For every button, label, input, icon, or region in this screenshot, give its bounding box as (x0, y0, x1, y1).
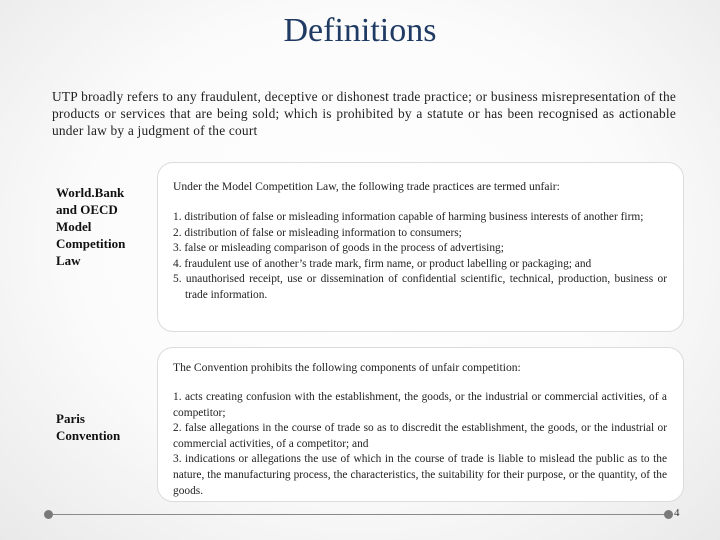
footer-right-dot (664, 510, 673, 519)
list-item: 3. false or misleading comparison of goods in the process of advertising; (173, 242, 504, 255)
list-item: 2. distribution of false or misleading information to consumers; (173, 226, 462, 239)
paris-box (157, 347, 684, 502)
footer-left-dot (44, 510, 53, 519)
worldbank-label: World.Bank and OECD Model Competition Law (56, 185, 126, 268)
intro-paragraph: UTP broadly refers to any fraudulent, deceptive or dishonest trade practice; or business misrepresentation of the products or services that are being sold; which is prohibited by a statute or has been recognised as actionable under law by a judgment of the court (52, 89, 676, 138)
list-item: 2. false allegations in the course of trade so as to discredit the establishment, the goods, or the industrial or commercial activities, of a competitor; and (173, 422, 667, 450)
list-item: 1. acts creating confusion with the establishment, the goods, or the industrial or commercial activities, of a competitor; (173, 391, 667, 419)
worldbank-lead: Under the Model Competition Law, the following trade practices are termed unfair: (173, 180, 560, 193)
list-item: 5. unauthorised receipt, use or dissemination of confidential scientific, technical, production, business or trade information. (173, 273, 667, 301)
worldbank-list (173, 210, 667, 304)
list-item: 4. fraudulent use of another’s trade mark, firm name, or product labelling or packaging; and (173, 257, 592, 270)
page-number: 4 (674, 507, 680, 519)
slide-title: Definitions (283, 12, 437, 49)
paris-lead: The Convention prohibits the following components of unfair competition: (173, 361, 521, 374)
paris-label: Paris Convention (56, 411, 121, 443)
footer-divider (48, 514, 670, 515)
worldbank-box (157, 162, 684, 332)
paris-list (173, 390, 667, 499)
list-item: 3. indications or allegations the use of which in the course of trade is liable to mislead the public as to the nature, the manufacturing process, the characteristics, the suitability for their purpose, or the quantity, of the goods. (173, 453, 667, 497)
list-item: 1. distribution of false or misleading information capable of harming business interests of another firm; (173, 211, 644, 223)
